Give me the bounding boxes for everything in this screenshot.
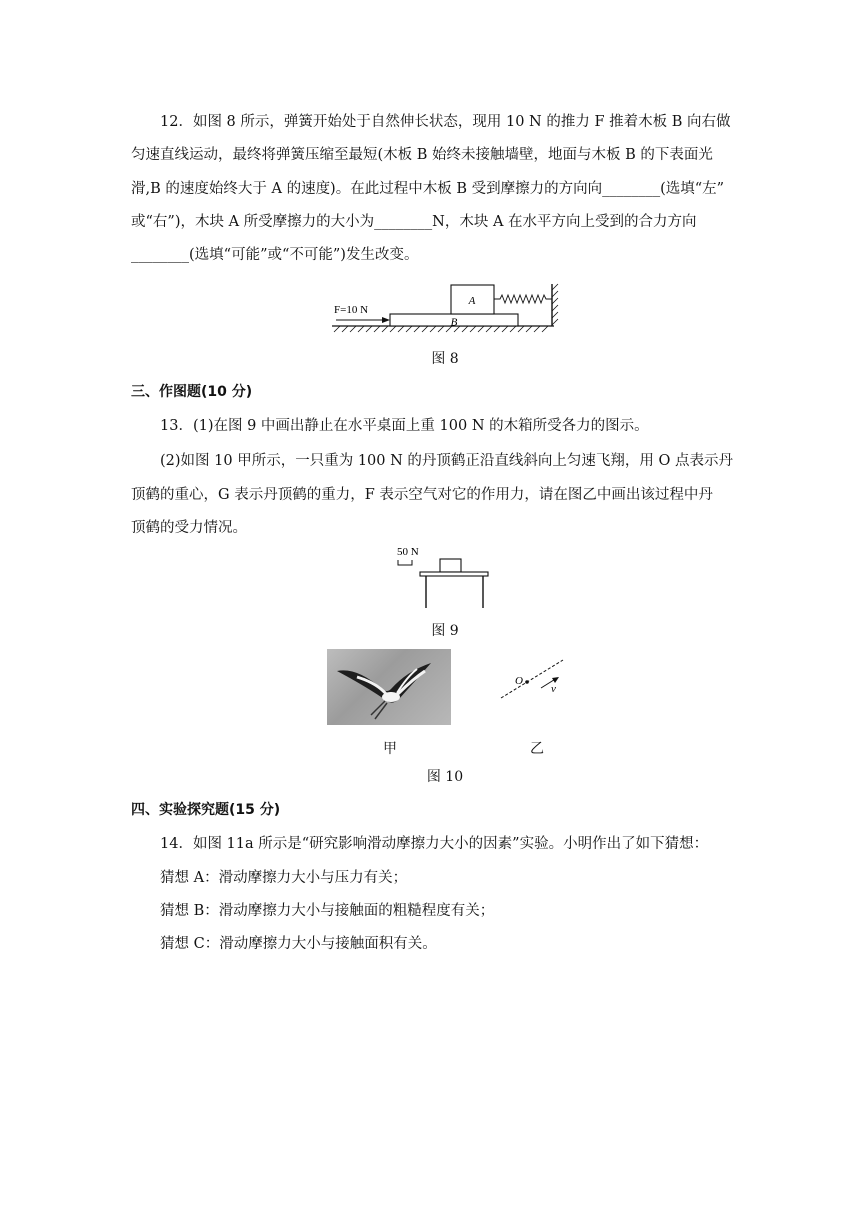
block-a-label: A <box>468 295 476 307</box>
q13-line-2: (2)如图 10 甲所示，一只重为 100 N 的丹顶鹤正沿直线斜向上匀速飞翔，用 O 点表示丹 <box>160 453 734 469</box>
point-o-label: O <box>515 675 523 687</box>
ground-hatch <box>334 326 548 332</box>
force-label: F=10 N <box>334 304 369 316</box>
q14-guess-b: 猜想 B：滑动摩擦力大小与接触面的粗糙程度有关； <box>160 903 495 919</box>
q13-line-3: 顶鹤的重心，G 表示丹顶鹤的重力，F 表示空气对它的作用力，请在图乙中画出该过程中丹 <box>131 487 713 503</box>
crane-photo <box>327 649 451 725</box>
section-4-heading: 四、实验探究题(15 分) <box>131 802 281 818</box>
q14-line-1: 14．如图 11a 所示是“研究影响滑动摩擦力大小的因素”实验。小明作出了如下猜想： <box>160 836 709 852</box>
figure-10-caption: 图 10 <box>426 769 464 785</box>
crane-illustration <box>327 649 451 725</box>
figure-8-diagram <box>320 280 570 340</box>
wooden-box <box>440 559 461 572</box>
figure-10-jia-label: 甲 <box>383 741 397 757</box>
figure-10-yi-diagram <box>495 656 575 702</box>
figure-8-caption: 图 8 <box>431 351 459 367</box>
scale-bar <box>398 560 412 565</box>
spring <box>494 295 552 303</box>
figure-9-diagram <box>390 540 500 612</box>
section-3-heading: 三、作图题(10 分) <box>131 384 253 400</box>
q12-line-3: 滑,B 的速度始终大于 A 的速度)。在此过程中木板 B 受到摩擦力的方向向________(选填“左” <box>131 181 725 197</box>
q13-line-1: 13．(1)在图 9 中画出静止在水平桌面上重 100 N 的木箱所受各力的图示。 <box>160 418 649 434</box>
q12-line-5: ________(选填“可能”或“不可能”)发生改变。 <box>131 247 419 263</box>
figure-10-yi-label: 乙 <box>530 741 544 757</box>
q12-line-4: 或“右”)，木块 A 所受摩擦力的大小为________N，木块 A 在水平方向上受到的合力方向 <box>131 214 697 230</box>
force-arrowhead <box>382 317 390 323</box>
q12-line-1: 12．如图 8 所示，弹簧开始处于自然伸长状态，现用 10 N 的推力 F 推着木板 B 向右做 <box>160 114 731 130</box>
center-of-gravity-point <box>525 680 529 684</box>
q14-guess-a: 猜想 A：滑动摩擦力大小与压力有关； <box>160 870 408 886</box>
q14-guess-c: 猜想 C：滑动摩擦力大小与接触面积有关。 <box>160 936 437 952</box>
velocity-label: v <box>551 683 556 695</box>
q12-line-2: 匀速直线运动，最终将弹簧压缩至最短(木板 B 始终未接触墙壁，地面与木板 B 的下表面光 <box>131 147 713 163</box>
wall-hatch <box>552 284 558 325</box>
q13-line-4: 顶鹤的受力情况。 <box>131 520 247 536</box>
figure-9-caption: 图 9 <box>431 623 459 639</box>
scale-label: 50 N <box>397 546 419 558</box>
board-b-label: B <box>450 316 458 329</box>
table-top <box>420 572 488 576</box>
